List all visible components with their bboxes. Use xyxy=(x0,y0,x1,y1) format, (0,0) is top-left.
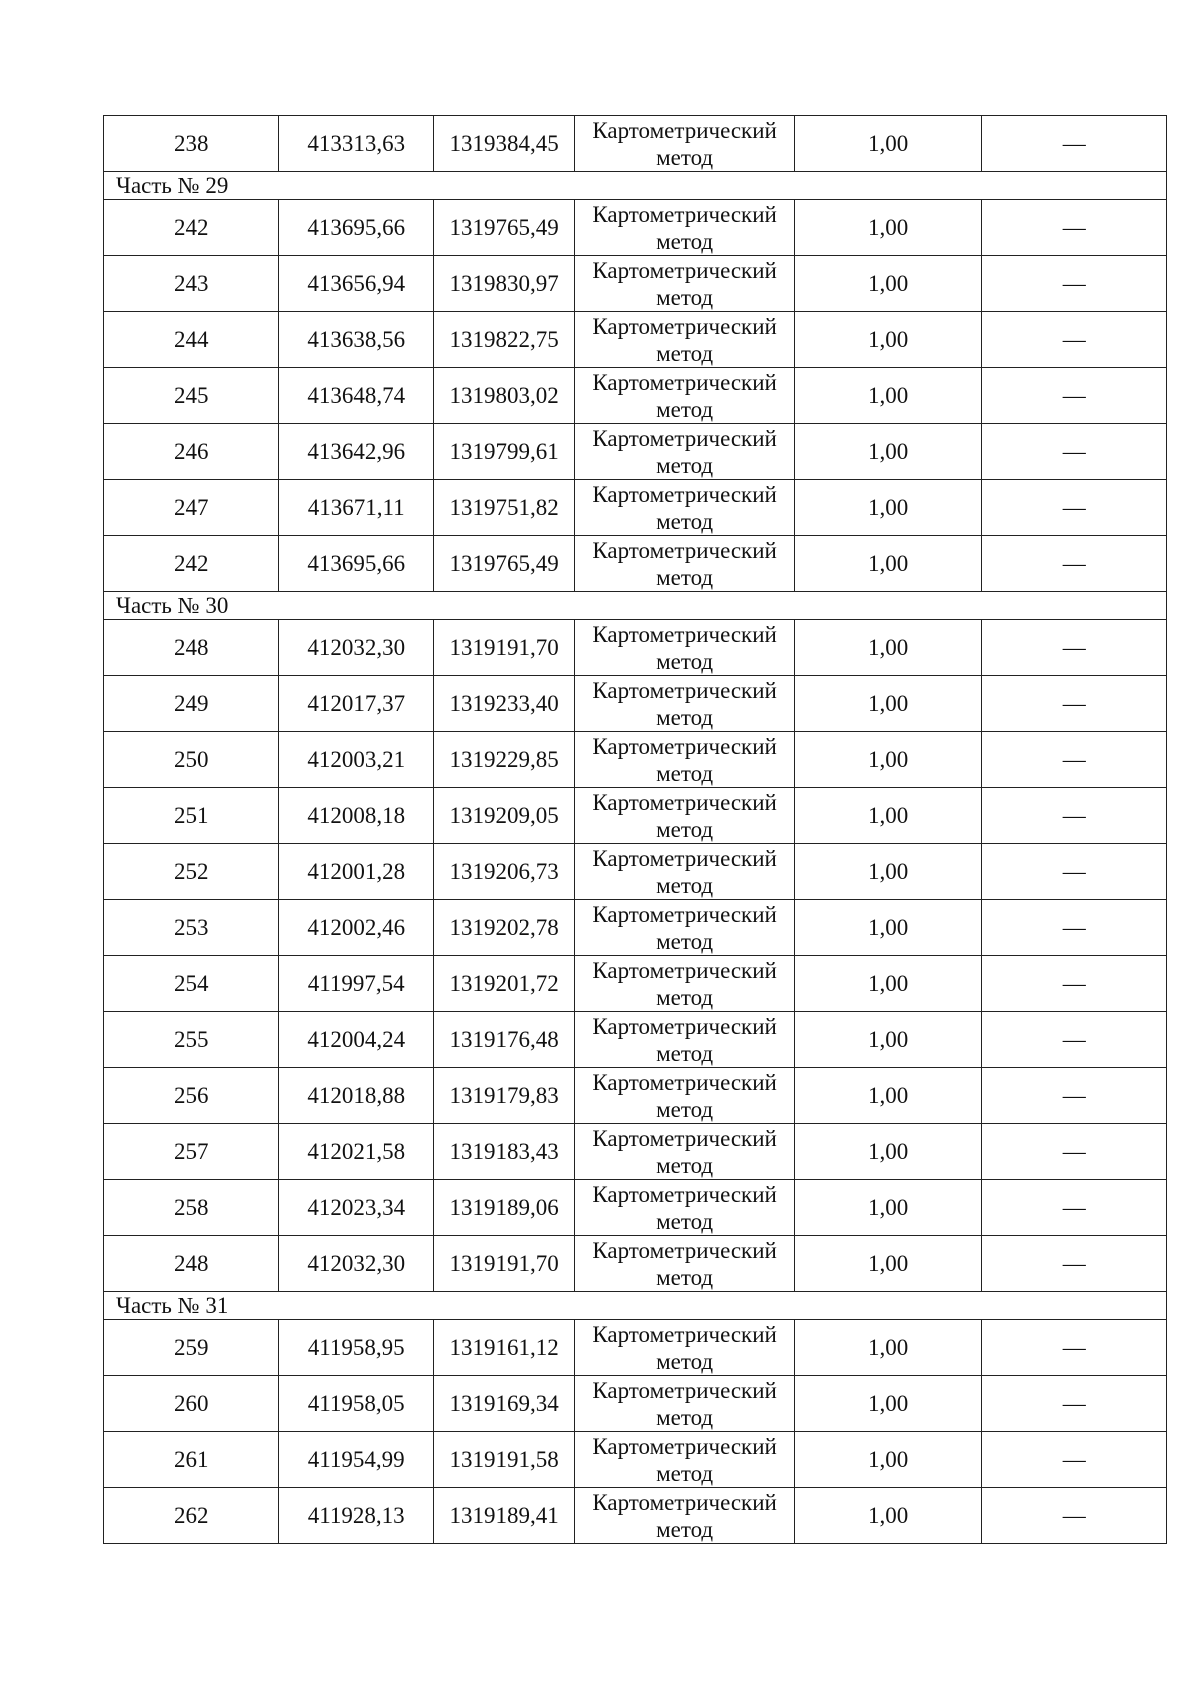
accuracy-cell: 1,00 xyxy=(794,368,982,424)
accuracy-cell: 1,00 xyxy=(794,1376,982,1432)
note-cell: — xyxy=(982,1124,1167,1180)
table-row xyxy=(104,676,1167,732)
method-cell xyxy=(575,844,795,900)
accuracy-cell: 1,00 xyxy=(794,956,982,1012)
method-cell xyxy=(575,1012,795,1068)
table-row xyxy=(104,1236,1167,1292)
point-number-cell: 247 xyxy=(104,480,279,536)
method-line-2: метод xyxy=(656,1348,714,1374)
table-row xyxy=(104,620,1167,676)
point-number-cell: 260 xyxy=(104,1376,279,1432)
accuracy-cell: 1,00 xyxy=(794,256,982,312)
method-line-2: метод xyxy=(656,816,714,842)
note-cell: — xyxy=(982,676,1167,732)
method-line-1: Картометрический xyxy=(592,425,777,451)
method-line-2: метод xyxy=(656,704,714,730)
y-coordinate-cell: 1319233,40 xyxy=(433,676,574,732)
table-row xyxy=(104,116,1167,172)
point-number-cell: 261 xyxy=(104,1432,279,1488)
method-line-1: Картометрический xyxy=(592,537,777,563)
accuracy-cell: 1,00 xyxy=(794,788,982,844)
note-cell: — xyxy=(982,1320,1167,1376)
method-line-2: метод xyxy=(656,1404,714,1430)
y-coordinate-cell: 1319169,34 xyxy=(433,1376,574,1432)
accuracy-cell: 1,00 xyxy=(794,1012,982,1068)
x-coordinate-cell: 413638,56 xyxy=(279,312,433,368)
x-coordinate-cell: 412002,46 xyxy=(279,900,433,956)
part-header-row xyxy=(104,1292,1167,1320)
x-coordinate-cell: 412004,24 xyxy=(279,1012,433,1068)
method-line-1: Картометрический xyxy=(592,845,777,871)
note-cell: — xyxy=(982,200,1167,256)
method-line-2: метод xyxy=(656,1208,714,1234)
x-coordinate-cell: 412008,18 xyxy=(279,788,433,844)
x-coordinate-cell: 412003,21 xyxy=(279,732,433,788)
method-line-1: Картометрический xyxy=(592,313,777,339)
point-number-cell: 242 xyxy=(104,200,279,256)
x-coordinate-cell: 413695,66 xyxy=(279,200,433,256)
point-number-cell: 258 xyxy=(104,1180,279,1236)
x-coordinate-cell: 411958,95 xyxy=(279,1320,433,1376)
method-line-2: метод xyxy=(656,396,714,422)
y-coordinate-cell: 1319183,43 xyxy=(433,1124,574,1180)
y-coordinate-cell: 1319830,97 xyxy=(433,256,574,312)
method-line-1: Картометрический xyxy=(592,677,777,703)
method-line-1: Картометрический xyxy=(592,1181,777,1207)
y-coordinate-cell: 1319191,70 xyxy=(433,1236,574,1292)
method-line-1: Картометрический xyxy=(592,1237,777,1263)
point-number-cell: 251 xyxy=(104,788,279,844)
point-number-cell: 246 xyxy=(104,424,279,480)
part-label: Часть № 29 xyxy=(104,172,1167,200)
method-line-1: Картометрический xyxy=(592,1321,777,1347)
y-coordinate-cell: 1319751,82 xyxy=(433,480,574,536)
method-line-2: метод xyxy=(656,1516,714,1542)
x-coordinate-cell: 412001,28 xyxy=(279,844,433,900)
accuracy-cell: 1,00 xyxy=(794,1236,982,1292)
point-number-cell: 256 xyxy=(104,1068,279,1124)
method-cell xyxy=(575,900,795,956)
y-coordinate-cell: 1319803,02 xyxy=(433,368,574,424)
part-label: Часть № 30 xyxy=(104,592,1167,620)
method-cell xyxy=(575,956,795,1012)
y-coordinate-cell: 1319189,41 xyxy=(433,1488,574,1544)
x-coordinate-cell: 412021,58 xyxy=(279,1124,433,1180)
method-cell xyxy=(575,256,795,312)
accuracy-cell: 1,00 xyxy=(794,1068,982,1124)
y-coordinate-cell: 1319189,06 xyxy=(433,1180,574,1236)
method-cell xyxy=(575,1320,795,1376)
table-row xyxy=(104,1124,1167,1180)
x-coordinate-cell: 412017,37 xyxy=(279,676,433,732)
point-number-cell: 255 xyxy=(104,1012,279,1068)
accuracy-cell: 1,00 xyxy=(794,620,982,676)
x-coordinate-cell: 413671,11 xyxy=(279,480,433,536)
method-cell xyxy=(575,480,795,536)
method-cell xyxy=(575,1236,795,1292)
x-coordinate-cell: 412018,88 xyxy=(279,1068,433,1124)
point-number-cell: 262 xyxy=(104,1488,279,1544)
point-number-cell: 254 xyxy=(104,956,279,1012)
method-line-2: метод xyxy=(656,1096,714,1122)
accuracy-cell: 1,00 xyxy=(794,312,982,368)
y-coordinate-cell: 1319822,75 xyxy=(433,312,574,368)
accuracy-cell: 1,00 xyxy=(794,1124,982,1180)
x-coordinate-cell: 411954,99 xyxy=(279,1432,433,1488)
note-cell: — xyxy=(982,1236,1167,1292)
x-coordinate-cell: 412023,34 xyxy=(279,1180,433,1236)
table-row xyxy=(104,788,1167,844)
table-row xyxy=(104,536,1167,592)
method-cell xyxy=(575,788,795,844)
method-line-2: метод xyxy=(656,340,714,366)
accuracy-cell: 1,00 xyxy=(794,732,982,788)
y-coordinate-cell: 1319765,49 xyxy=(433,536,574,592)
table-row xyxy=(104,200,1167,256)
point-number-cell: 252 xyxy=(104,844,279,900)
part-header-row xyxy=(104,592,1167,620)
accuracy-cell: 1,00 xyxy=(794,116,982,172)
part-label: Часть № 31 xyxy=(104,1292,1167,1320)
y-coordinate-cell: 1319191,58 xyxy=(433,1432,574,1488)
accuracy-cell: 1,00 xyxy=(794,424,982,480)
point-number-cell: 243 xyxy=(104,256,279,312)
method-line-1: Картометрический xyxy=(592,621,777,647)
point-number-cell: 259 xyxy=(104,1320,279,1376)
point-number-cell: 242 xyxy=(104,536,279,592)
method-line-1: Картометрический xyxy=(592,117,777,143)
note-cell: — xyxy=(982,788,1167,844)
note-cell: — xyxy=(982,256,1167,312)
method-line-1: Картометрический xyxy=(592,201,777,227)
y-coordinate-cell: 1319161,12 xyxy=(433,1320,574,1376)
x-coordinate-cell: 411928,13 xyxy=(279,1488,433,1544)
method-line-1: Картометрический xyxy=(592,1013,777,1039)
table-row xyxy=(104,1012,1167,1068)
method-line-1: Картометрический xyxy=(592,957,777,983)
point-number-cell: 248 xyxy=(104,620,279,676)
accuracy-cell: 1,00 xyxy=(794,676,982,732)
x-coordinate-cell: 412032,30 xyxy=(279,1236,433,1292)
method-line-2: метод xyxy=(656,760,714,786)
x-coordinate-cell: 413648,74 xyxy=(279,368,433,424)
point-number-cell: 249 xyxy=(104,676,279,732)
note-cell: — xyxy=(982,116,1167,172)
part-header-row xyxy=(104,172,1167,200)
method-cell xyxy=(575,1124,795,1180)
note-cell: — xyxy=(982,480,1167,536)
accuracy-cell: 1,00 xyxy=(794,1432,982,1488)
y-coordinate-cell: 1319176,48 xyxy=(433,1012,574,1068)
y-coordinate-cell: 1319765,49 xyxy=(433,200,574,256)
y-coordinate-cell: 1319206,73 xyxy=(433,844,574,900)
method-line-2: метод xyxy=(656,1264,714,1290)
y-coordinate-cell: 1319384,45 xyxy=(433,116,574,172)
table-row xyxy=(104,732,1167,788)
table-row xyxy=(104,1180,1167,1236)
point-number-cell: 238 xyxy=(104,116,279,172)
method-line-1: Картометрический xyxy=(592,481,777,507)
method-cell xyxy=(575,732,795,788)
method-line-1: Картометрический xyxy=(592,369,777,395)
table-row xyxy=(104,1068,1167,1124)
y-coordinate-cell: 1319201,72 xyxy=(433,956,574,1012)
method-line-1: Картометрический xyxy=(592,733,777,759)
point-number-cell: 244 xyxy=(104,312,279,368)
x-coordinate-cell: 413695,66 xyxy=(279,536,433,592)
y-coordinate-cell: 1319202,78 xyxy=(433,900,574,956)
method-cell xyxy=(575,536,795,592)
accuracy-cell: 1,00 xyxy=(794,1488,982,1544)
method-cell xyxy=(575,1376,795,1432)
table-row xyxy=(104,1376,1167,1432)
method-line-2: метод xyxy=(656,452,714,478)
method-line-2: метод xyxy=(656,1460,714,1486)
note-cell: — xyxy=(982,1180,1167,1236)
method-line-1: Картометрический xyxy=(592,1377,777,1403)
note-cell: — xyxy=(982,620,1167,676)
x-coordinate-cell: 412032,30 xyxy=(279,620,433,676)
method-cell xyxy=(575,1068,795,1124)
note-cell: — xyxy=(982,1488,1167,1544)
note-cell: — xyxy=(982,536,1167,592)
accuracy-cell: 1,00 xyxy=(794,536,982,592)
method-line-2: метод xyxy=(656,1152,714,1178)
method-cell xyxy=(575,1432,795,1488)
method-line-1: Картометрический xyxy=(592,789,777,815)
table-row xyxy=(104,844,1167,900)
y-coordinate-cell: 1319191,70 xyxy=(433,620,574,676)
table-row xyxy=(104,956,1167,1012)
accuracy-cell: 1,00 xyxy=(794,844,982,900)
table-row xyxy=(104,368,1167,424)
y-coordinate-cell: 1319179,83 xyxy=(433,1068,574,1124)
method-cell xyxy=(575,424,795,480)
table-row xyxy=(104,312,1167,368)
table-row xyxy=(104,256,1167,312)
method-line-1: Картометрический xyxy=(592,1069,777,1095)
method-cell xyxy=(575,1180,795,1236)
point-number-cell: 250 xyxy=(104,732,279,788)
y-coordinate-cell: 1319229,85 xyxy=(433,732,574,788)
method-line-2: метод xyxy=(656,228,714,254)
note-cell: — xyxy=(982,844,1167,900)
method-line-2: метод xyxy=(656,928,714,954)
method-cell xyxy=(575,1488,795,1544)
method-line-2: метод xyxy=(656,1040,714,1066)
note-cell: — xyxy=(982,956,1167,1012)
x-coordinate-cell: 413313,63 xyxy=(279,116,433,172)
method-cell xyxy=(575,116,795,172)
note-cell: — xyxy=(982,1068,1167,1124)
table-row xyxy=(104,1320,1167,1376)
table-row xyxy=(104,1488,1167,1544)
method-line-1: Картометрический xyxy=(592,901,777,927)
method-line-1: Картометрический xyxy=(592,1489,777,1515)
x-coordinate-cell: 413656,94 xyxy=(279,256,433,312)
table-row xyxy=(104,480,1167,536)
coordinates-table-body xyxy=(104,116,1167,1544)
method-line-2: метод xyxy=(656,648,714,674)
note-cell: — xyxy=(982,1376,1167,1432)
note-cell: — xyxy=(982,1012,1167,1068)
method-cell xyxy=(575,676,795,732)
method-line-2: метод xyxy=(656,144,714,170)
table-row xyxy=(104,900,1167,956)
note-cell: — xyxy=(982,368,1167,424)
table-row xyxy=(104,424,1167,480)
accuracy-cell: 1,00 xyxy=(794,1180,982,1236)
note-cell: — xyxy=(982,1432,1167,1488)
method-cell xyxy=(575,312,795,368)
accuracy-cell: 1,00 xyxy=(794,480,982,536)
note-cell: — xyxy=(982,424,1167,480)
note-cell: — xyxy=(982,732,1167,788)
coordinates-table xyxy=(103,115,1167,1544)
method-cell xyxy=(575,200,795,256)
method-line-2: метод xyxy=(656,564,714,590)
point-number-cell: 257 xyxy=(104,1124,279,1180)
point-number-cell: 253 xyxy=(104,900,279,956)
accuracy-cell: 1,00 xyxy=(794,1320,982,1376)
method-cell xyxy=(575,620,795,676)
x-coordinate-cell: 411997,54 xyxy=(279,956,433,1012)
method-line-2: метод xyxy=(656,872,714,898)
note-cell: — xyxy=(982,900,1167,956)
x-coordinate-cell: 411958,05 xyxy=(279,1376,433,1432)
method-line-2: метод xyxy=(656,508,714,534)
x-coordinate-cell: 413642,96 xyxy=(279,424,433,480)
method-line-1: Картометрический xyxy=(592,1125,777,1151)
y-coordinate-cell: 1319799,61 xyxy=(433,424,574,480)
method-line-1: Картометрический xyxy=(592,1433,777,1459)
accuracy-cell: 1,00 xyxy=(794,900,982,956)
table-row xyxy=(104,1432,1167,1488)
point-number-cell: 248 xyxy=(104,1236,279,1292)
y-coordinate-cell: 1319209,05 xyxy=(433,788,574,844)
method-line-2: метод xyxy=(656,284,714,310)
method-cell xyxy=(575,368,795,424)
method-line-1: Картометрический xyxy=(592,257,777,283)
accuracy-cell: 1,00 xyxy=(794,200,982,256)
note-cell: — xyxy=(982,312,1167,368)
method-line-2: метод xyxy=(656,984,714,1010)
point-number-cell: 245 xyxy=(104,368,279,424)
